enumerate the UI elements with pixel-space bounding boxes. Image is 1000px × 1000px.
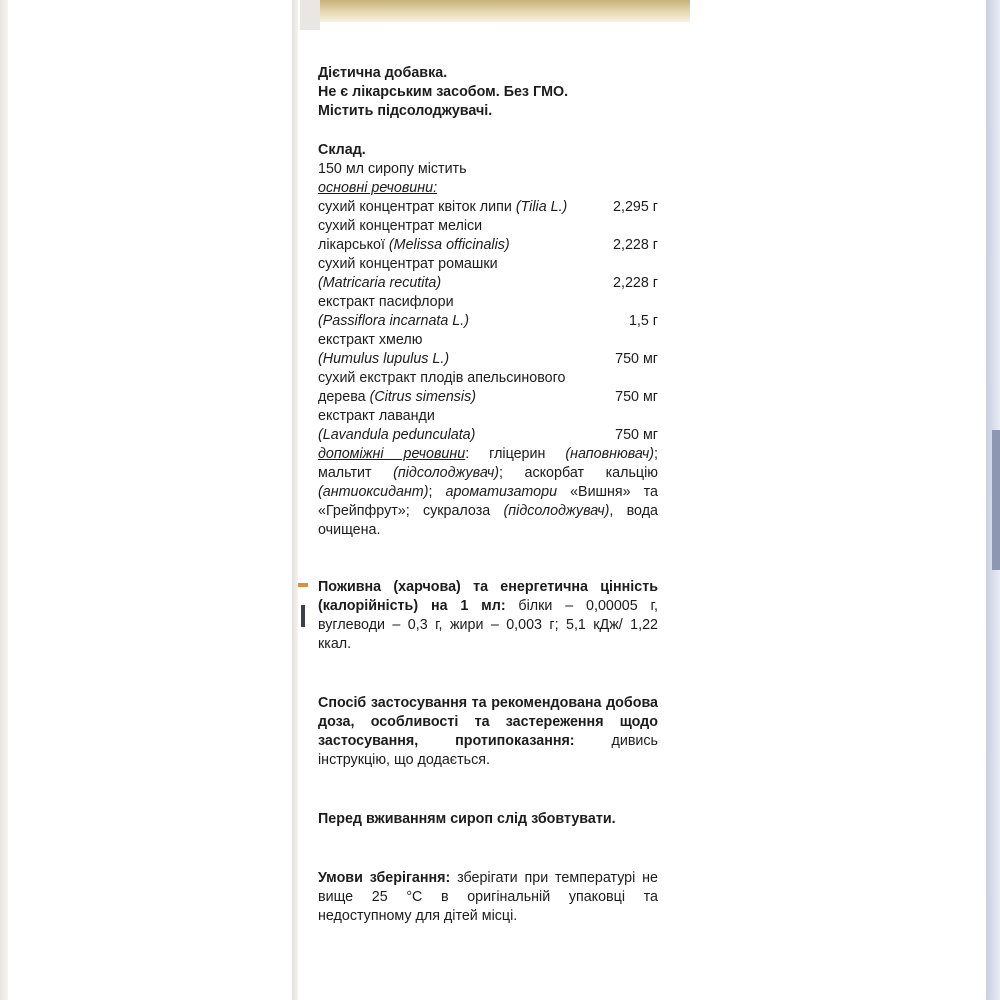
ingredient-row-melissa: лікарської (Melissa officinalis) 2,228 г (318, 237, 658, 253)
ingredient-pre-hops: екстракт хмелю (318, 332, 423, 348)
package-top-flap (320, 0, 690, 22)
ingredient-row-linden: сухий концентрат квіток липи (Tilia L.) 2,295 г (318, 199, 658, 215)
package-right-edge (986, 0, 1000, 1000)
header-line-2: Не є лікарським засобом. Без ГМО. (318, 84, 569, 100)
ingredient-row-chamomile: (Matricaria recutita) 2,228 г (318, 275, 658, 291)
orange-accent-mark (298, 583, 308, 587)
package-panel-fold (292, 0, 298, 1000)
package-left-edge (0, 0, 8, 1000)
composition-title: Склад. (318, 142, 366, 158)
ingredient-pre-lavender: екстракт лаванди (318, 408, 435, 424)
composition-intro: 150 мл сиропу містить (318, 161, 467, 177)
header-line-3: Містить підсолоджувачі. (318, 103, 493, 119)
usage-info: Спосіб застосування та рекомендована добова доза, особливості та застереження щодо застосування, протипоказання: дивись інструкцію, що додається. (318, 695, 659, 768)
label-text-panel (318, 64, 658, 926)
dark-accent-mark (301, 605, 305, 627)
shake-instruction: Перед вживанням сироп слід збовтувати. (318, 811, 616, 827)
ingredient-pre-chamomile: сухий концентрат ромашки (318, 256, 498, 272)
nutrition-info: Поживна (харчова) та енергетична цінність (калорійність) на 1 мл: білки – 0,00005 г, вуглеводи – 0,3 г, жири – 0,003 г; 5,1 кДж/ 1,22 ккал. (318, 579, 658, 652)
main-ingredients-label: основні речовини: (318, 180, 438, 196)
ingredient-row-lavender: (Lavandula pedunculata) 750 мг (318, 427, 658, 443)
auxiliary-ingredients: допоміжні речовини: гліцерин (наповнювач); мальтит (підсолоджувач); аскорбат кальцію (антиоксидант); ароматизатори «Вишня» та «Грейпфрут»; сукралоза (підсолоджувач), вода очищена. (318, 446, 658, 538)
ingredient-row-orange: дерева (Citrus simensis) 750 мг (318, 389, 658, 405)
storage-info: Умови зберігання: зберігати при температурі не вище 25 °С в оригінальній упаковці та недоступному для дітей місці. (318, 870, 658, 924)
ingredient-pre-orange: сухий екстракт плодів апельсинового (318, 370, 566, 386)
ingredient-pre-passiflora: екстракт пасифлори (318, 294, 454, 310)
ingredient-row-hops: (Humulus lupulus L.) 750 мг (318, 351, 658, 367)
ingredient-row-passiflora: (Passiflora incarnata L.) 1,5 г (318, 313, 658, 329)
package-top-shadow (300, 0, 320, 30)
header-line-1: Дієтична добавка. (318, 65, 448, 81)
ingredient-pre-melissa: сухий концентрат меліси (318, 218, 483, 234)
